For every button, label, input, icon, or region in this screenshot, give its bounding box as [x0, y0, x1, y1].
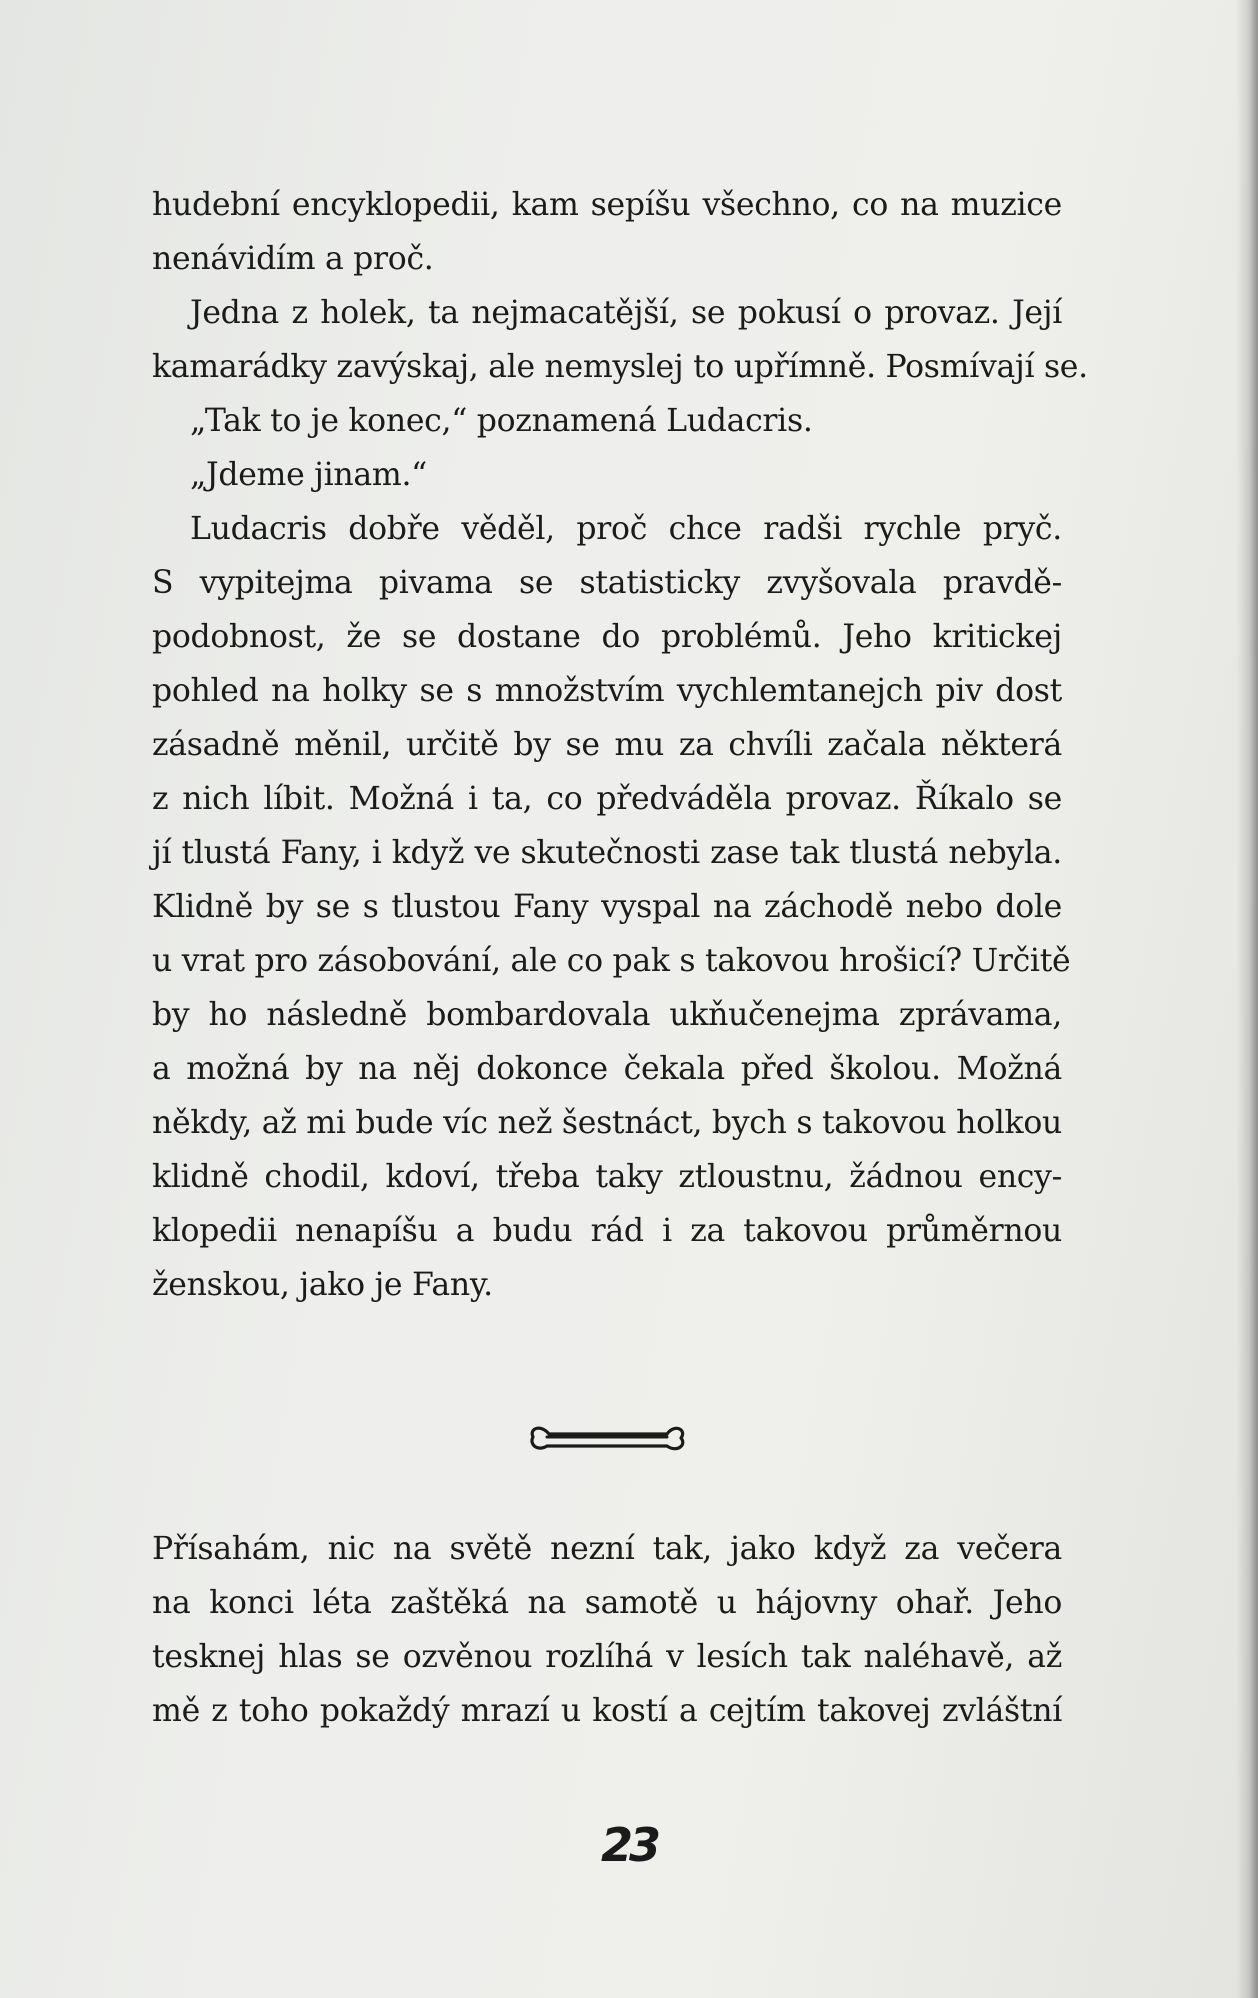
text-line: Ludacris dobře věděl, proč chce radši rychle pryč.: [190, 511, 1062, 547]
next-section-text: [152, 1522, 1062, 1738]
text-line: někdy, až mi bude víc než šestnáct, bych s takovou holkou: [152, 1105, 1062, 1141]
text-line: hudební encyklopedii, kam sepíšu všechno, co na muzice: [152, 187, 1062, 223]
text-line: z nich líbit. Možná i ta, co předváděla provaz. Říkalo se: [152, 781, 1062, 817]
text-line: zásadně měnil, určitě by se mu za chvíli začala některá: [152, 727, 1062, 763]
text-line: Jedna z holek, ta nejmacatější, se pokusí o provaz. Její: [190, 295, 1062, 331]
text-line: ženskou, jako je Fany.: [152, 1267, 493, 1303]
text-line: by ho následně bombardovala ukňučenejma zprávama,: [152, 997, 1062, 1033]
text-line: klidně chodil, kdoví, třeba taky ztloustnu, žádnou ency-: [152, 1159, 1062, 1195]
bone-icon: [527, 1420, 687, 1460]
text-line: nenávidím a proč.: [152, 241, 434, 277]
text-line: Klidně by se s tlustou Fany vyspal na záchodě nebo dole: [152, 889, 1062, 925]
text-line: jí tlustá Fany, i když ve skutečnosti zase tak tlustá nebyla.: [152, 835, 1062, 871]
text-line: u vrat pro zásobování, ale co pak s takovou hrošicí? Určitě: [152, 943, 1071, 979]
text-line: mě z toho pokaždý mrazí u kostí a cejtím takovej zvláštní: [152, 1693, 1062, 1729]
page-number: 23: [600, 1818, 657, 1872]
text-line: a možná by na něj dokonce čekala před školou. Možná: [152, 1051, 1062, 1087]
page-edge-shadow: [1236, 0, 1258, 1998]
text-line: kamarádky zavýskaj, ale nemyslej to upřímně. Posmívají se.: [152, 349, 1088, 385]
text-line: pohled na holky se s množstvím vychlemtanejch piv dost: [152, 673, 1062, 709]
text-line: tesknej hlas se ozvěnou rozlíhá v lesích tak naléhavě, až: [152, 1639, 1062, 1675]
text-line: na konci léta zaštěká na samotě u hájovny ohař. Jeho: [152, 1585, 1062, 1621]
main-text: [152, 178, 1088, 1312]
dialogue-line: „Jdeme jinam.“: [190, 457, 427, 493]
dialogue-line: „Tak to je konec,“ poznamená Ludacris.: [190, 403, 813, 439]
text-line: Přísahám, nic na světě nezní tak, jako když za večera: [152, 1531, 1062, 1567]
text-line: podobnost, že se dostane do problémů. Jeho kritickej: [152, 619, 1062, 655]
text-line: S vypitejma pivama se statisticky zvyšovala pravdě-: [152, 565, 1062, 601]
text-line: klopedii nenapíšu a budu rád i za takovou průměrnou: [152, 1213, 1062, 1249]
